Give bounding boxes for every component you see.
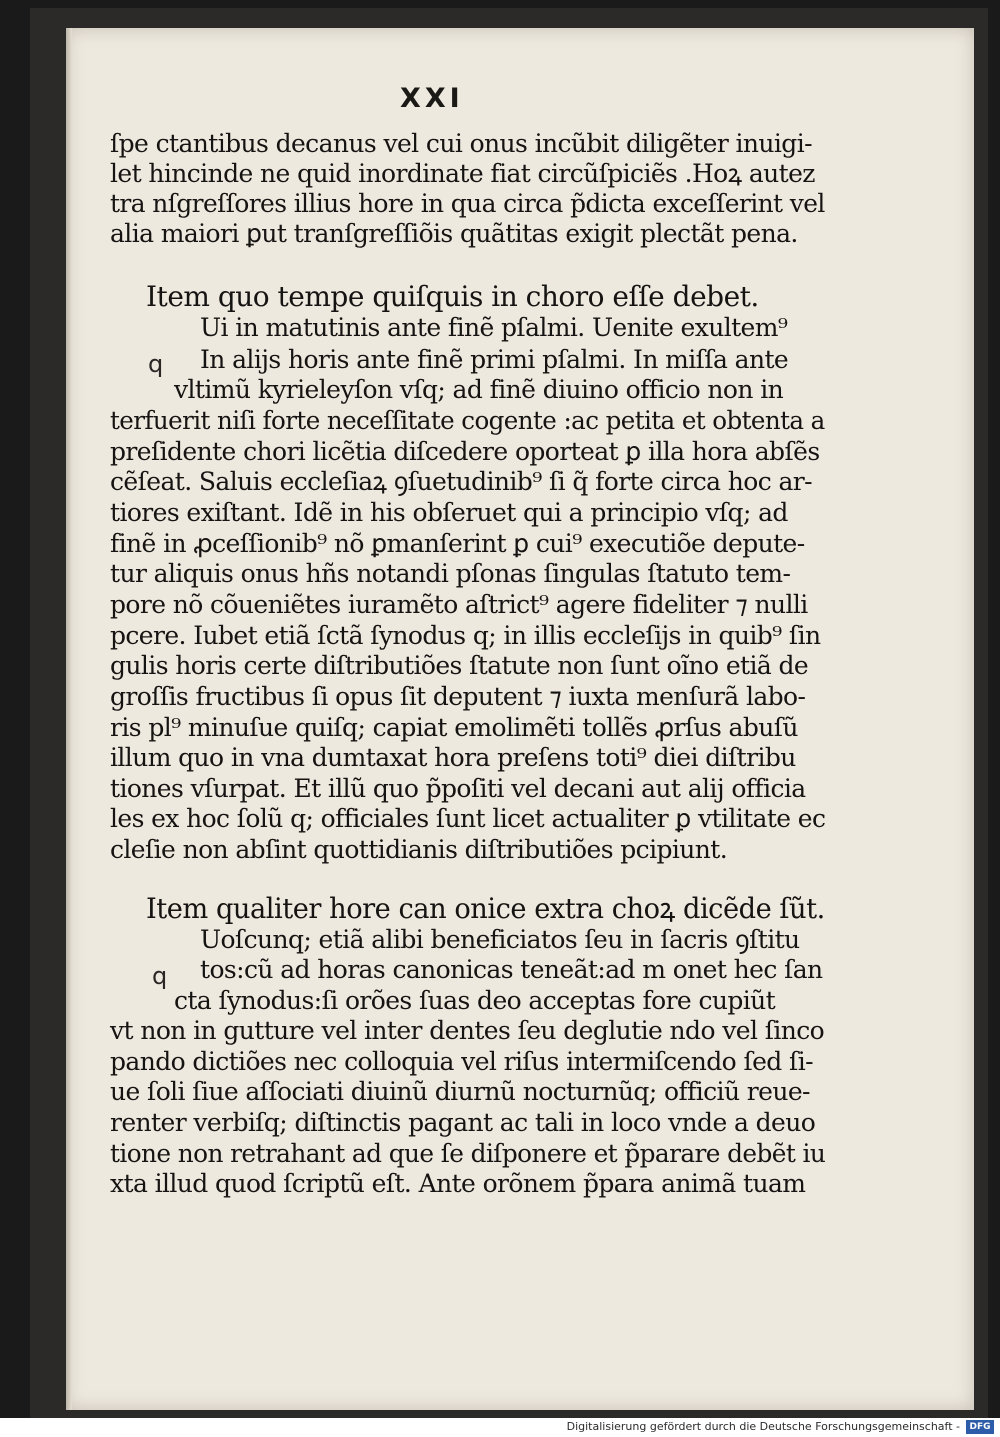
text-line: alia maiori ꝑut tranſgreſſiõis quãtitas exigit plectãt pena.	[110, 219, 798, 248]
text-line: tiores exiſtant. Idẽ in his obſeruet qui a principio vſq; ad	[110, 498, 788, 527]
section-heading: Item qualiter hore can onice extra choꝝ dicẽde ſũt.	[146, 892, 825, 925]
dfg-logo: DFG	[966, 1420, 994, 1434]
text-line: let hincinde ne quid inordinate fiat circũſpiciẽs .Hoꝝ autez	[110, 159, 815, 188]
text-line: finẽ in ꝓceſſionib⁹ nõ ꝑmanſerint ꝑ cui⁹ executiõe depute‑	[110, 529, 805, 558]
text-line: Ui in matutinis ante finẽ pſalmi. Uenite exultem⁹	[200, 313, 788, 342]
text-line: vt non in gutture vel inter dentes ſeu deglutie ndo vel ſinco	[110, 1016, 825, 1045]
text-line: preſidente chori licẽtia diſcedere oporteat ꝑ illa hora abſẽs	[110, 437, 820, 466]
text-line: groſſis fructibus ſi opus ſit deputent ⁊ iuxta menſurã labo‑	[110, 682, 806, 711]
text-line: ue ſoli ſiue aſſociati diuinũ diurnũ nocturnũq; officiũ reue‑	[110, 1077, 810, 1106]
text-line: les ex hoc ſolũ q; officiales ſunt licet actualiter ꝑ vtilitate ec	[110, 804, 826, 833]
text-line: xta illud quod ſcriptũ eſt. Ante orõnem p̃para animã tuam	[110, 1169, 806, 1198]
text-line: tos:cũ ad horas canonicas teneãt:ad m onet hec ſan	[200, 955, 823, 984]
section-heading: Item quo tempe quiſquis in choro eſſe debet.	[146, 280, 759, 313]
folio-number: XXI	[400, 83, 464, 114]
text-line: tra nſgreſſores illius hore in qua circa p̃dicta exceſſerint vel	[110, 189, 825, 218]
text-line: illum quo in vna dumtaxat hora preſens toti⁹ diei diſtribu	[110, 743, 796, 772]
page-gutter-shadow	[66, 28, 72, 1410]
text-line: ſpe ctantibus decanus vel cui onus incũbit diligẽter inuigi‑	[110, 129, 812, 158]
text-line: cta ſynodus:ſi orões ſuas deo acceptas fore cupiũt	[174, 986, 776, 1015]
guide-letter: q	[152, 962, 168, 990]
guide-letter: q	[148, 350, 164, 378]
funding-footer	[0, 1418, 1000, 1437]
text-line: cleſie non abſint quottidianis diſtributiões pcipiunt.	[110, 835, 728, 864]
text-line: renter verbiſq; diſtinctis pagant ac tali in loco vnde a deuo	[110, 1108, 816, 1137]
text-line: terfuerit niſi forte neceſſitate cogente :ac petita et obtenta a	[110, 406, 825, 435]
text-line: pore nõ cõueniẽtes iuramẽto aſtrict⁹ agere fideliter ⁊ nulli	[110, 590, 808, 619]
text-line: tione non retrahant ad que ſe diſponere et p̃parare debẽt iu	[110, 1139, 826, 1168]
text-line: pando dictiões nec colloquia vel riſus intermiſcendo ſed ſi‑	[110, 1047, 813, 1076]
text-line: vltimũ kyrieleyſon vſq; ad finẽ diuino officio non in	[174, 375, 784, 404]
text-line: tiones vſurpat. Et illũ quo p̃poſiti vel decani aut alij officia	[110, 774, 806, 803]
text-line: gulis horis certe diſtributiões ſtatute non ſunt oĩno etiã de	[110, 651, 809, 680]
footer-credit: Digitalisierung gefördert durch die Deutsche Forschungsgemeinschaft -	[566, 1420, 960, 1433]
text-line: pcere. Iubet etiã ſctã ſynodus q; in illis eccleſijs in quib⁹ ſin	[110, 621, 821, 650]
text-line: Uoſcunq; etiã alibi beneficiatos ſeu in ſacris ꝯſtitu	[200, 925, 800, 954]
text-line: ris pl⁹ minuſue quiſq; capiat emolimẽti tollẽs ꝓrſus abuſũ	[110, 713, 798, 742]
text-line: cẽſeat. Saluis eccleſiaꝝ ꝯſuetudinib⁹ ſi q̃ forte circa hoc ar‑	[110, 467, 812, 496]
text-line: In alijs horis ante finẽ primi pſalmi. In miſſa ante	[200, 345, 789, 374]
text-line: tur aliquis onus hñs notandi pſonas ſingulas ſtatuto tem‑	[110, 559, 791, 588]
